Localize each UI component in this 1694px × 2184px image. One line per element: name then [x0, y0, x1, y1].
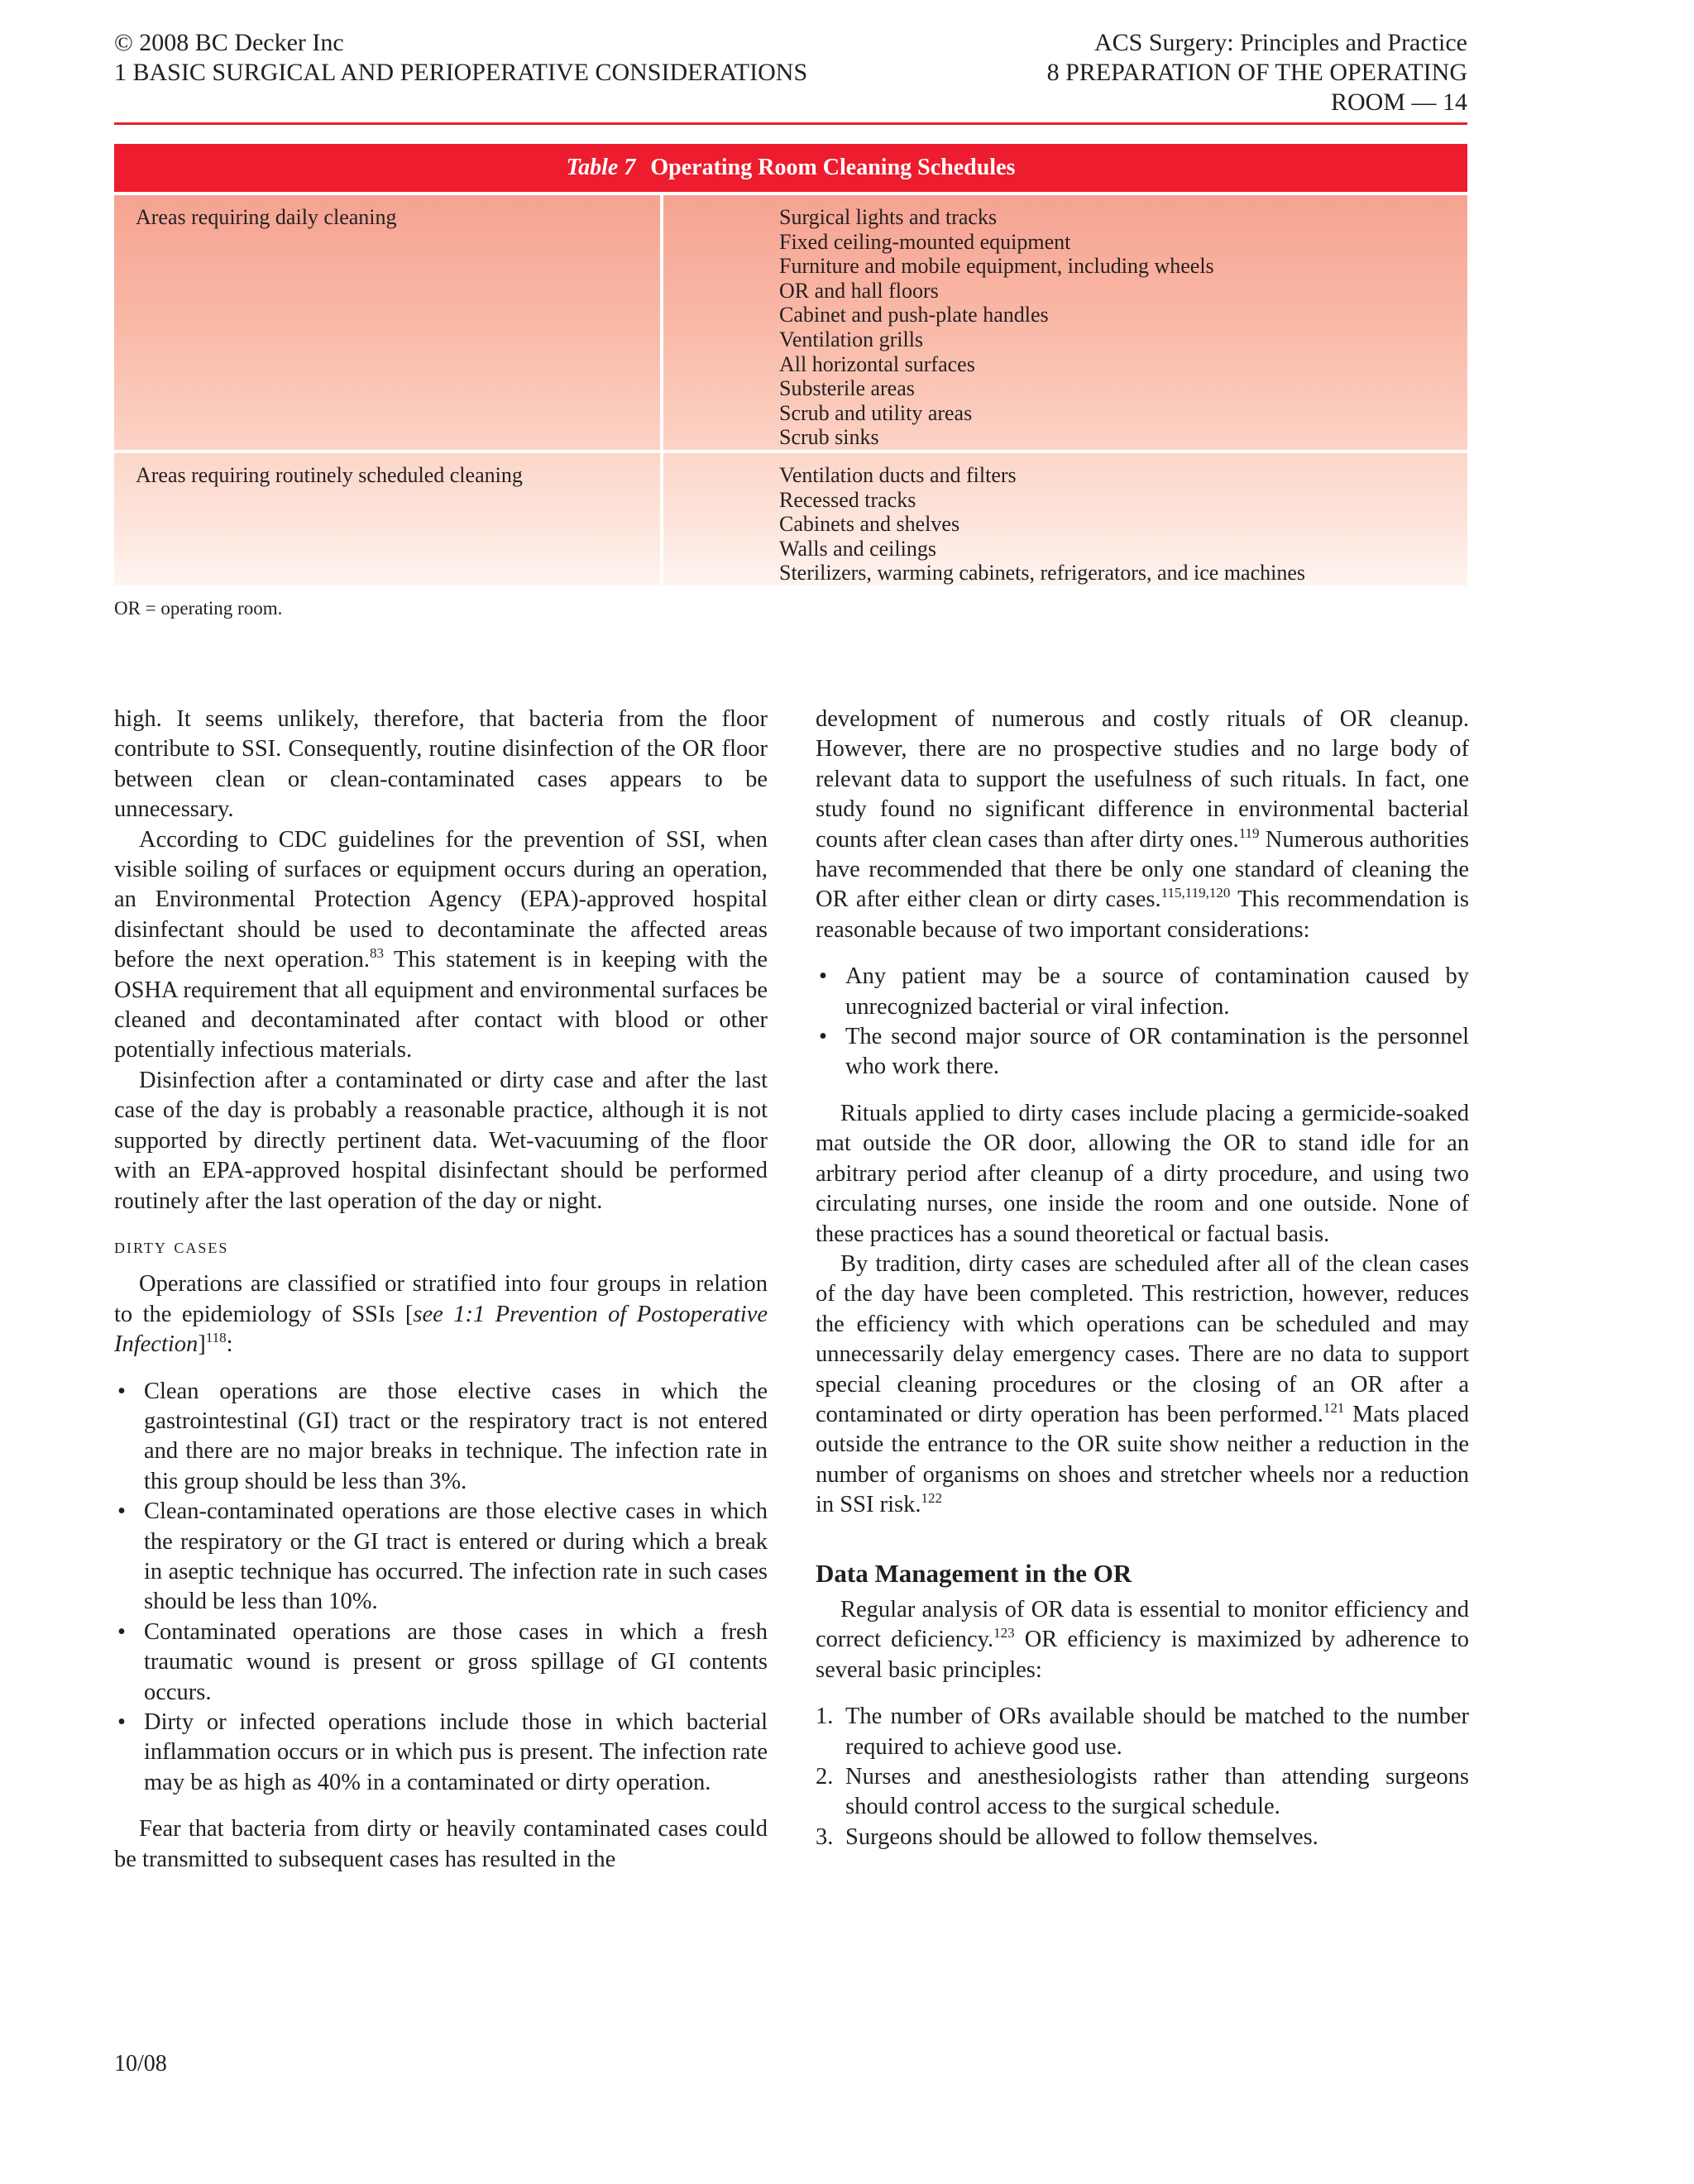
- right-column: [816, 705, 1469, 1869]
- list-item-text: Any patient may be a source of contamination caused by unrecognized bacterial or viral infection.: [845, 963, 1469, 1020]
- bullet-icon: •: [819, 1024, 827, 1050]
- list-item: [816, 1702, 1469, 1762]
- paragraph: [114, 1269, 768, 1360]
- copyright-line: © 2008 BC Decker Inc: [114, 29, 344, 56]
- paragraph-text: This statement is in keeping with the OSHA requirement that all equipment and environmental surfaces be cleaned and decontaminated after contact with blood or other potentially infectious materials.: [114, 947, 768, 1063]
- bullet-list: [114, 1377, 768, 1799]
- paragraph-text: Regular analysis of OR data is essential to monitor efficiency and correct deficiency.: [816, 1596, 1469, 1653]
- subsection-heading: dirty cases: [114, 1233, 229, 1258]
- table-title-bar: [114, 144, 1467, 192]
- chapter-title-page: ROOM — 14: [1330, 88, 1467, 116]
- bullet-icon: •: [117, 1378, 126, 1404]
- paragraph-text: ]: [198, 1331, 206, 1358]
- list-item: Scrub and utility areas: [779, 400, 973, 425]
- header-rule: [114, 122, 1467, 125]
- table-row: [114, 195, 1467, 450]
- paragraph: high. It seems unlikely, therefore, that bacteria from the floor contribute to SSI. Consequently, routine disinfection of the OR floor between clean or clean-contaminated cases appears to be unnecessary.: [114, 706, 768, 823]
- section-line: 1 BASIC SURGICAL AND PERIOPERATIVE CONSIDERATIONS: [114, 59, 808, 86]
- list-item: [816, 1022, 1469, 1082]
- paragraph: [114, 825, 768, 1066]
- paragraph-text: :: [226, 1331, 233, 1358]
- table-cell-area: Areas requiring daily cleaning: [114, 195, 660, 450]
- list-item-text: Surgeons should be allowed to follow themselves.: [845, 1823, 1318, 1850]
- paragraph: Rituals applied to dirty cases include placing a germicide-soaked mat outside the OR door, allowing the OR to stand idle for an arbitrary period after cleanup of a dirty procedure, and using two circulating nurses, one inside the room and one outside. None of these practices has a sound theoretical or factual basis.: [816, 1100, 1469, 1247]
- list-item: [816, 1823, 1469, 1852]
- list-item-text: Clean operations are those elective cases in which the gastrointestinal (GI) tract or the respiratory tract is not entered and there are no major breaks in technique. The infection rate in this group should be less than 3%.: [144, 1378, 768, 1494]
- list-item: [816, 1762, 1469, 1823]
- reference-number: 119: [1238, 824, 1260, 841]
- reference-number: 118: [205, 1330, 227, 1346]
- list-item-text: Clean-contaminated operations are those elective cases in which the respiratory or the GI tract is entered or during which a break in aseptic technique has occurred. The infection rate in such cases should be less than 10%.: [144, 1498, 768, 1615]
- reference-number: 123: [993, 1625, 1015, 1642]
- paragraph-text: development of numerous and costly rituals of OR cleanup. However, there are no prospective studies and no large body of relevant data to support the usefulness of such rituals. In fact, one study found no significant difference in environmental bacterial counts after clean cases than after dirty ones.: [816, 706, 1469, 853]
- paragraph: [816, 705, 1469, 945]
- paragraph: Disinfection after a contaminated or dirty case and after the last case of the day is probably a reasonable practice, although it is not supported by directly pertinent data. Wet-vacuuming of the floor with an EPA-approved hospital disinfectant should be performed routinely after the last operation of the day or night.: [114, 1067, 768, 1214]
- paragraph: [816, 1595, 1469, 1685]
- section-heading: Data Management in the OR: [816, 1558, 1132, 1588]
- list-number: 2.: [816, 1764, 834, 1790]
- list-item-text: Nurses and anesthesiologists rather than attending surgeons should control access to the surgical schedule.: [845, 1764, 1469, 1820]
- list-item: Ventilation grills: [779, 327, 924, 351]
- list-item: [114, 1377, 768, 1498]
- paragraph-text: By tradition, dirty cases are scheduled after all of the clean cases of the day have been completed. This restriction, however, reduces the efficiency with which operations can be scheduled and may unnecessarily delay emergency cases. There are no data to support special cleaning procedures or the closing of an OR after a contaminated or dirty operation has been performed.: [816, 1250, 1469, 1427]
- reference-number: 115,119,120: [1160, 885, 1231, 901]
- header-left: [114, 28, 807, 88]
- cross-reference: see 1:1 Prevention of Postoperative Infection: [114, 1301, 768, 1358]
- list-item-text: Contaminated operations are those cases in which a fresh traumatic wound is present or gross spillage of GI contents occurs.: [144, 1618, 768, 1705]
- bullet-icon: •: [819, 963, 827, 990]
- bullet-icon: •: [117, 1618, 126, 1645]
- list-item-text: Dirty or infected operations include those in which bacterial inflammation occurs or in which pus is present. The infection rate may be as high as 40% in a contaminated or dirty operation.: [144, 1709, 768, 1795]
- list-item: Recessed tracks: [779, 487, 916, 512]
- list-number: 3.: [816, 1823, 834, 1850]
- left-column: [114, 705, 768, 1875]
- book-title: ACS Surgery: Principles and Practice: [1093, 29, 1467, 56]
- cleaning-schedule-table: [114, 144, 1467, 585]
- list-number: 1.: [816, 1704, 834, 1730]
- list-item: Substerile areas: [779, 376, 915, 401]
- paragraph-text: Mats placed outside the entrance to the OR suite show neither a reduction in the number of organisms on shoes and stretcher wheels nor a reduction in SSI risk.: [816, 1401, 1469, 1518]
- table-cell-items: [663, 195, 1467, 450]
- list-item-text: The second major source of OR contamination is the personnel who work there.: [845, 1024, 1469, 1080]
- list-item: Walls and ceilings: [779, 536, 936, 561]
- chapter-title: 8 PREPARATION OF THE OPERATING: [1046, 59, 1467, 86]
- paragraph-text: This recommendation is reasonable because of two important considerations:: [816, 887, 1469, 943]
- numbered-list: [816, 1702, 1469, 1852]
- bullet-list: [816, 962, 1469, 1082]
- list-item: Scrub sinks: [779, 425, 879, 450]
- table-footnote: OR = operating room.: [114, 598, 283, 619]
- list-item: Cabinets and shelves: [779, 512, 960, 537]
- header-right: [1047, 28, 1467, 117]
- list-item: [114, 1618, 768, 1708]
- reference-number: 121: [1323, 1399, 1345, 1416]
- list-item: OR and hall floors: [779, 278, 939, 303]
- list-item-text: The number of ORs available should be matched to the number required to achieve good use.: [845, 1704, 1469, 1760]
- reference-number: 122: [921, 1490, 942, 1507]
- list-item: [114, 1708, 768, 1798]
- paragraph-text: According to CDC guidelines for the prevention of SSI, when visible soiling of surfaces or equipment occurs during an operation, an Environmental Protection Agency (EPA)-approved hospital disinfectant should be used to decontaminate the affected areas before the next operation.: [114, 826, 768, 973]
- table-label: Table 7: [566, 155, 636, 180]
- bullet-icon: •: [117, 1498, 126, 1525]
- list-item: [816, 962, 1469, 1022]
- reference-number: 83: [370, 945, 385, 962]
- table-cell-items: [663, 453, 1467, 585]
- list-item: Sterilizers, warming cabinets, refrigerators, and ice machines: [779, 561, 1306, 585]
- list-item: Ventilation ducts and filters: [779, 463, 1017, 487]
- list-item: Cabinet and push-plate handles: [779, 303, 1049, 327]
- list-item: Surgical lights and tracks: [779, 205, 998, 229]
- list-item: Fixed ceiling-mounted equipment: [779, 229, 1071, 254]
- list-item: Furniture and mobile equipment, including wheels: [779, 254, 1214, 279]
- paragraph: [816, 1250, 1469, 1521]
- paragraph-text: Numerous authorities have recommended that there be only one standard of cleaning the OR after either clean or dirty cases.: [816, 826, 1469, 913]
- paragraph: Fear that bacteria from dirty or heavily contaminated cases could be transmitted to subsequent cases has resulted in the: [114, 1816, 768, 1872]
- table-title: Operating Room Cleaning Schedules: [650, 155, 1016, 180]
- list-item: All horizontal surfaces: [779, 351, 975, 376]
- table-cell-area: Areas requiring routinely scheduled cleaning: [114, 453, 660, 585]
- bullet-icon: •: [117, 1709, 126, 1735]
- paragraph-text: OR efficiency is maximized by adherence to several basic principles:: [816, 1627, 1469, 1683]
- list-item: [114, 1497, 768, 1618]
- table-row: [114, 453, 1467, 585]
- page-footer-date: 10/08: [114, 2051, 167, 2076]
- paragraph-text: Operations are classified or stratified into four groups in relation to the epidemiology of SSIs [: [114, 1271, 768, 1327]
